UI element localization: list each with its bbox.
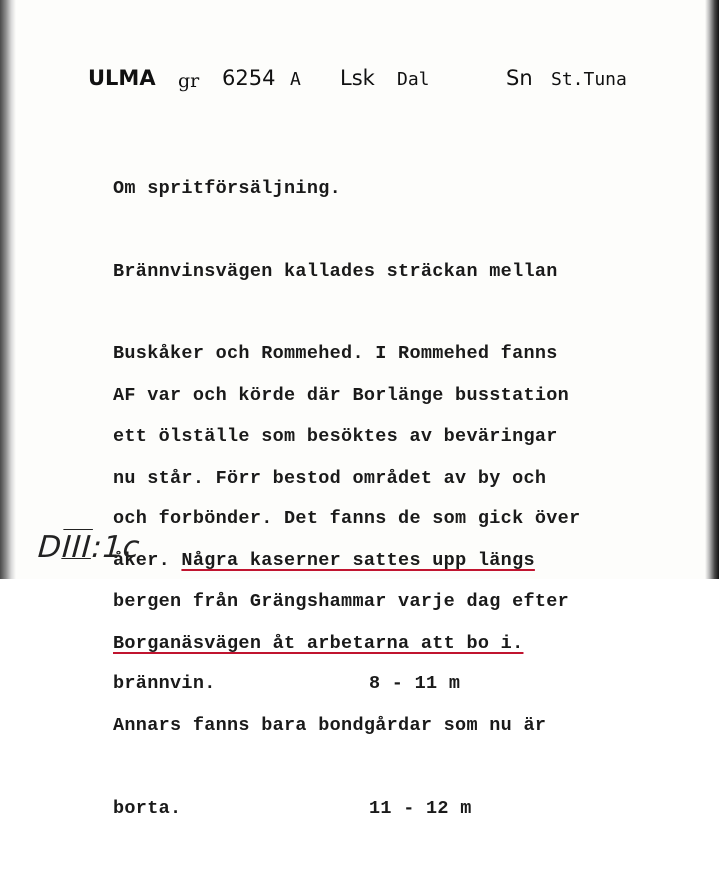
- header-lsk-label: Lsk: [340, 66, 375, 90]
- paragraph-2: [113, 327, 569, 877]
- header-lsk-value: Dal: [397, 69, 430, 90]
- underlined-text: Några kaserner sattes upp längs: [181, 550, 535, 571]
- header-sn-label: Sn: [506, 66, 533, 90]
- time-range: 11 - 12 m: [369, 797, 472, 819]
- header-gr-suffix: A: [290, 69, 301, 90]
- text-line: borta.: [113, 797, 182, 819]
- text-line: AF var och körde där Borlänge busstation: [113, 385, 570, 406]
- underlined-text: Borganäsvägen åt arbetarna att bo i.: [113, 632, 524, 654]
- archive-code: [37, 530, 142, 565]
- text-line: bergen från Grängshammar varje dag efter: [113, 590, 570, 612]
- text-line: Buskåker och Rommehed. I Rommehed fanns: [113, 343, 558, 364]
- text-segment: åker.: [113, 550, 182, 571]
- text-line: Om spritförsäljning.: [113, 178, 342, 199]
- text-line-underlined: [113, 630, 569, 658]
- text-line-partially-underlined: [113, 547, 569, 575]
- text-line: Brännvinsvägen kallades sträckan mellan: [113, 260, 558, 282]
- archive-code-prefix: D: [36, 530, 64, 565]
- text-line-with-time: [113, 795, 569, 823]
- text-line: Annars fanns bara bondgårdar som nu är: [113, 715, 547, 736]
- time-range: 8 - 11 m: [369, 673, 461, 694]
- text-line: nu står. Förr bestod området av by och: [113, 467, 547, 489]
- header-gr-label: gr: [178, 70, 200, 92]
- archive-code-suffix: :1c: [90, 530, 142, 565]
- header-sn-value: St.Tuna: [551, 69, 627, 90]
- header-word: ULMA: [88, 66, 156, 90]
- card-header: [0, 60, 719, 100]
- text-line: brännvin.: [113, 673, 216, 694]
- text-line: ett ölställe som besöktes av beväringar: [113, 425, 558, 447]
- header-gr-number: 6254: [222, 66, 276, 90]
- text-line: och forbönder. Det fanns de som gick över: [113, 508, 581, 529]
- archive-code-roman: III: [60, 530, 93, 565]
